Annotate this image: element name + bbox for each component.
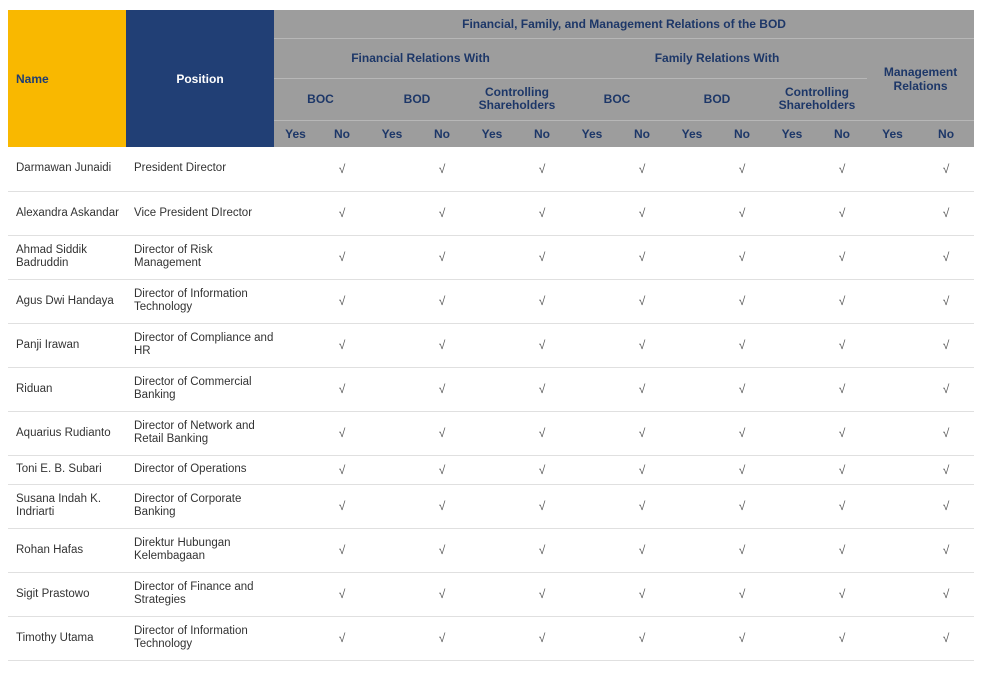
check-mark: √ [417,235,467,279]
check-mark: √ [717,147,767,191]
empty-cell [567,323,617,367]
empty-cell [467,528,517,572]
empty-cell [367,279,417,323]
check-mark: √ [317,279,367,323]
table-row [8,191,974,235]
header-no: No [817,120,867,147]
empty-cell [274,235,317,279]
header-name: Name [8,10,126,147]
check-mark: √ [617,367,667,411]
check-mark: √ [918,455,974,484]
check-mark: √ [717,455,767,484]
empty-cell [274,572,317,616]
check-mark: √ [817,279,867,323]
cell-position: Director of Compliance and HR [126,323,274,367]
check-mark: √ [317,484,367,528]
check-mark: √ [918,484,974,528]
empty-cell [867,455,918,484]
empty-cell [767,279,817,323]
empty-cell [667,455,717,484]
empty-cell [367,528,417,572]
cell-position: Director of Operations [126,455,274,484]
table-row [8,484,974,528]
check-mark: √ [918,191,974,235]
header-yes: Yes [274,120,317,147]
check-mark: √ [817,367,867,411]
check-mark: √ [417,455,467,484]
check-mark: √ [417,147,467,191]
empty-cell [567,147,617,191]
header-no: No [617,120,667,147]
header-yes: Yes [467,120,517,147]
empty-cell [467,279,517,323]
empty-cell [667,572,717,616]
check-mark: √ [517,279,567,323]
check-mark: √ [317,367,367,411]
table-row [8,323,974,367]
check-mark: √ [517,367,567,411]
cell-position: Director of Information Technology [126,279,274,323]
check-mark: √ [717,367,767,411]
check-mark: √ [617,191,667,235]
check-mark: √ [417,279,467,323]
empty-cell [367,367,417,411]
check-mark: √ [617,572,667,616]
check-mark: √ [317,323,367,367]
check-mark: √ [918,279,974,323]
header-family-controlling: Controlling Shareholders [767,78,867,120]
cell-position: Director of Corporate Banking [126,484,274,528]
cell-name: Ahmad Siddik Badruddin [8,235,126,279]
check-mark: √ [317,616,367,660]
empty-cell [567,235,617,279]
check-mark: √ [517,528,567,572]
check-mark: √ [617,323,667,367]
empty-cell [467,455,517,484]
header-family-boc: BOC [567,78,667,120]
check-mark: √ [918,616,974,660]
empty-cell [867,572,918,616]
table-row [8,279,974,323]
header-yes: Yes [367,120,417,147]
header-yes: Yes [567,120,617,147]
cell-name: Susana Indah K. Indriarti [8,484,126,528]
empty-cell [667,367,717,411]
header-financial-controlling: Controlling Shareholders [467,78,567,120]
check-mark: √ [717,191,767,235]
bod-relations-table [8,10,974,661]
check-mark: √ [517,572,567,616]
empty-cell [274,616,317,660]
header-financial: Financial Relations With [274,38,567,78]
check-mark: √ [617,455,667,484]
header-no: No [918,120,974,147]
empty-cell [367,191,417,235]
cell-name: Riduan [8,367,126,411]
empty-cell [467,191,517,235]
table-header [8,10,974,147]
empty-cell [767,616,817,660]
empty-cell [367,235,417,279]
empty-cell [867,528,918,572]
empty-cell [367,323,417,367]
check-mark: √ [918,572,974,616]
empty-cell [274,191,317,235]
empty-cell [867,367,918,411]
check-mark: √ [617,279,667,323]
check-mark: √ [417,616,467,660]
cell-name: Darmawan Junaidi [8,147,126,191]
check-mark: √ [317,235,367,279]
empty-cell [467,235,517,279]
check-mark: √ [317,147,367,191]
empty-cell [274,455,317,484]
check-mark: √ [918,367,974,411]
empty-cell [867,147,918,191]
empty-cell [467,484,517,528]
header-family: Family Relations With [567,38,867,78]
check-mark: √ [717,235,767,279]
cell-name: Alexandra Askandar [8,191,126,235]
empty-cell [367,455,417,484]
empty-cell [467,147,517,191]
empty-cell [667,279,717,323]
header-financial-bod: BOD [367,78,467,120]
check-mark: √ [717,528,767,572]
check-mark: √ [617,147,667,191]
check-mark: √ [717,572,767,616]
cell-name: Agus Dwi Handaya [8,279,126,323]
empty-cell [567,484,617,528]
empty-cell [867,235,918,279]
check-mark: √ [517,455,567,484]
cell-name: Toni E. B. Subari [8,455,126,484]
cell-position: President Director [126,147,274,191]
check-mark: √ [918,235,974,279]
check-mark: √ [717,484,767,528]
empty-cell [274,411,317,455]
empty-cell [274,367,317,411]
empty-cell [667,191,717,235]
empty-cell [467,411,517,455]
empty-cell [567,455,617,484]
empty-cell [467,572,517,616]
empty-cell [767,367,817,411]
cell-position: Director of Commercial Banking [126,367,274,411]
check-mark: √ [817,455,867,484]
empty-cell [467,323,517,367]
empty-cell [667,528,717,572]
check-mark: √ [517,147,567,191]
table-row [8,235,974,279]
empty-cell [867,279,918,323]
empty-cell [867,323,918,367]
cell-position: Director of Finance and Strategies [126,572,274,616]
check-mark: √ [717,279,767,323]
cell-position: Director of Risk Management [126,235,274,279]
check-mark: √ [617,411,667,455]
check-mark: √ [517,411,567,455]
table-row [8,528,974,572]
empty-cell [867,484,918,528]
check-mark: √ [517,323,567,367]
empty-cell [567,279,617,323]
empty-cell [767,528,817,572]
cell-name: Rohan Hafas [8,528,126,572]
cell-position: Director of Network and Retail Banking [126,411,274,455]
check-mark: √ [417,528,467,572]
cell-name: Panji Irawan [8,323,126,367]
cell-name: Sigit Prastowo [8,572,126,616]
header-financial-boc: BOC [274,78,367,120]
check-mark: √ [517,191,567,235]
header-no: No [417,120,467,147]
check-mark: √ [617,616,667,660]
cell-position: Vice President DIrector [126,191,274,235]
empty-cell [274,279,317,323]
check-mark: √ [717,323,767,367]
check-mark: √ [817,484,867,528]
check-mark: √ [918,411,974,455]
check-mark: √ [918,528,974,572]
check-mark: √ [918,147,974,191]
check-mark: √ [317,191,367,235]
table-row [8,616,974,660]
empty-cell [467,616,517,660]
check-mark: √ [517,235,567,279]
empty-cell [567,572,617,616]
check-mark: √ [918,323,974,367]
check-mark: √ [317,411,367,455]
empty-cell [367,147,417,191]
empty-cell [767,235,817,279]
empty-cell [767,411,817,455]
empty-cell [367,484,417,528]
empty-cell [367,616,417,660]
check-mark: √ [317,455,367,484]
cell-name: Aquarius Rudianto [8,411,126,455]
header-management: Management Relations [867,38,974,120]
cell-position: Direktur Hubungan Kelembagaan [126,528,274,572]
empty-cell [567,528,617,572]
empty-cell [667,235,717,279]
empty-cell [767,572,817,616]
empty-cell [367,572,417,616]
check-mark: √ [417,411,467,455]
table-row [8,367,974,411]
check-mark: √ [417,484,467,528]
empty-cell [274,323,317,367]
header-no: No [517,120,567,147]
check-mark: √ [317,528,367,572]
empty-cell [867,191,918,235]
check-mark: √ [517,484,567,528]
empty-cell [367,411,417,455]
header-yes: Yes [767,120,817,147]
table-row [8,455,974,484]
check-mark: √ [417,323,467,367]
empty-cell [567,411,617,455]
empty-cell [667,484,717,528]
header-yes: Yes [867,120,918,147]
empty-cell [567,616,617,660]
check-mark: √ [817,323,867,367]
header-position: Position [126,10,274,147]
check-mark: √ [417,367,467,411]
empty-cell [767,323,817,367]
table-row [8,572,974,616]
check-mark: √ [717,616,767,660]
empty-cell [667,411,717,455]
check-mark: √ [817,572,867,616]
check-mark: √ [317,572,367,616]
check-mark: √ [817,616,867,660]
empty-cell [274,484,317,528]
empty-cell [567,367,617,411]
header-title: Financial, Family, and Management Relations of the BOD [274,10,974,38]
empty-cell [867,616,918,660]
check-mark: √ [517,616,567,660]
check-mark: √ [717,411,767,455]
empty-cell [767,484,817,528]
empty-cell [667,147,717,191]
check-mark: √ [817,191,867,235]
empty-cell [274,528,317,572]
header-family-bod: BOD [667,78,767,120]
table-body [8,147,974,660]
check-mark: √ [417,572,467,616]
empty-cell [274,147,317,191]
header-no: No [317,120,367,147]
header-yes: Yes [667,120,717,147]
empty-cell [667,323,717,367]
header-no: No [717,120,767,147]
table-row [8,147,974,191]
check-mark: √ [617,528,667,572]
bod-relations-table-wrapper [8,10,974,661]
empty-cell [767,147,817,191]
table-row [8,411,974,455]
empty-cell [767,191,817,235]
check-mark: √ [817,147,867,191]
cell-position: Director of Information Technology [126,616,274,660]
check-mark: √ [817,411,867,455]
check-mark: √ [817,528,867,572]
empty-cell [767,455,817,484]
check-mark: √ [417,191,467,235]
empty-cell [467,367,517,411]
empty-cell [667,616,717,660]
check-mark: √ [617,235,667,279]
check-mark: √ [617,484,667,528]
empty-cell [867,411,918,455]
cell-name: Timothy Utama [8,616,126,660]
check-mark: √ [817,235,867,279]
empty-cell [567,191,617,235]
